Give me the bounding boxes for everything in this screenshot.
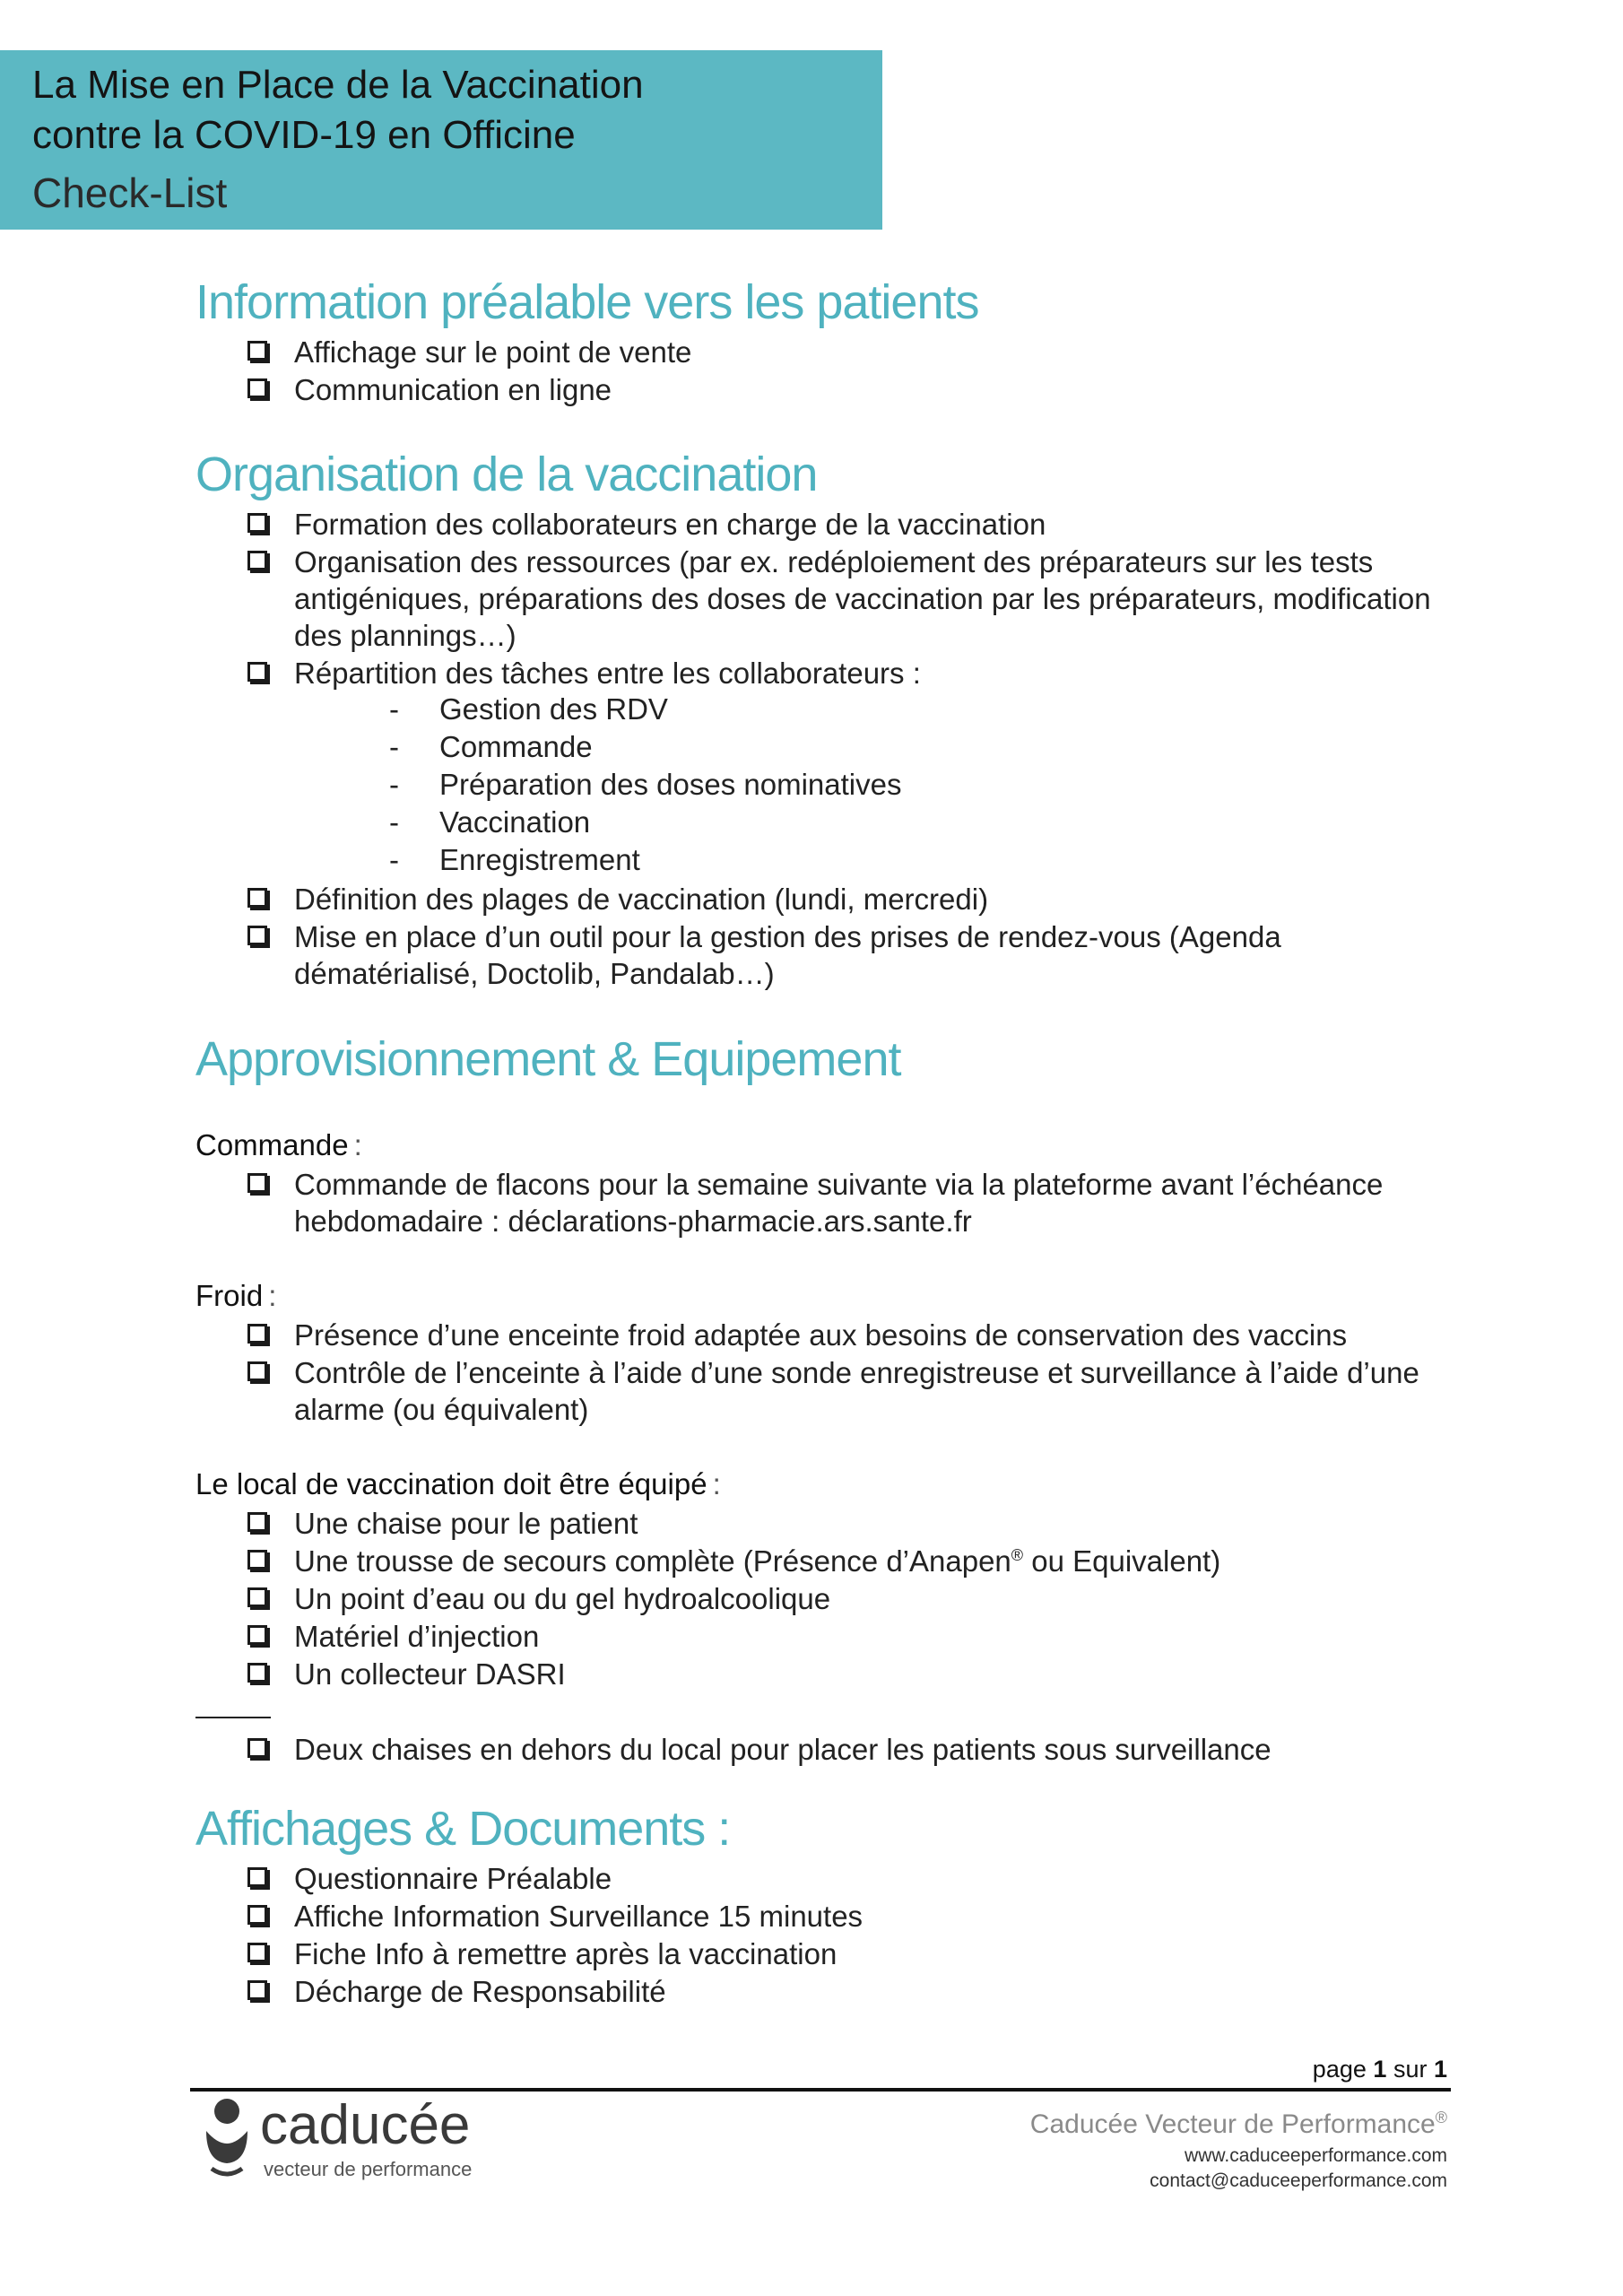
page-number: page 1 sur 1 — [1312, 2056, 1447, 2083]
doc-title-line1: La Mise en Place de la Vaccination — [32, 63, 644, 107]
check-item: Communication en ligne — [294, 373, 612, 406]
sub-item: Vaccination — [439, 805, 591, 839]
subhead-commande: Commande : — [195, 1128, 362, 1161]
subhead-local: Le local de vaccination doit être équipé : — [195, 1467, 721, 1500]
dash-bullet: - — [389, 843, 399, 876]
dash-bullet: - — [389, 692, 399, 726]
header-band — [0, 50, 882, 230]
dash-bullet: - — [389, 805, 399, 839]
check-item: Questionnaire Préalable — [294, 1862, 612, 1895]
checkbox-icon[interactable] — [247, 1625, 267, 1645]
check-item: Un point d’eau ou du gel hydroalcoolique — [294, 1582, 831, 1615]
check-item: Un collecteur DASRI — [294, 1657, 566, 1691]
section-title-docs: Affichages & Documents : — [195, 1802, 731, 1856]
check-item: Une trousse de secours complète (Présence d’Anapen® ou Equivalent) — [294, 1544, 1221, 1578]
check-item: Présence d’une enceinte froid adaptée aux besoins de conservation des vaccins — [294, 1318, 1348, 1352]
section-title-appro: Approvisionnement & Equipement — [195, 1032, 901, 1086]
sub-item: Préparation des doses nominatives — [439, 768, 902, 801]
sub-item: Gestion des RDV — [439, 692, 668, 726]
sub-item: Enregistrement — [439, 843, 640, 876]
email-link[interactable]: contact@caduceeperformance.com — [1150, 2170, 1447, 2191]
check-item: Commande de flacons pour la semaine suivante via la plateforme avant l’échéance hebdomadaire : déclarations-pharmacie.ars.sante.fr — [294, 1168, 1384, 1238]
checkbox-icon[interactable] — [247, 1324, 267, 1344]
checkbox-icon[interactable] — [247, 513, 267, 533]
checkbox-icon[interactable] — [247, 551, 267, 570]
checkbox-icon[interactable] — [247, 1512, 267, 1532]
checkbox-icon[interactable] — [247, 1980, 267, 2000]
registered-mark: ® — [1011, 1546, 1024, 1564]
checkbox-icon[interactable] — [247, 341, 267, 361]
short-divider — [195, 1717, 271, 1718]
company-name: Caducée Vecteur de Performance® — [1029, 2109, 1447, 2139]
dash-bullet: - — [389, 768, 399, 801]
check-item: Organisation des ressources (par ex. redéploiement des préparateurs sur les tests antigéniques, préparations des doses de vaccination par les préparateurs, modification des plannings…) — [294, 545, 1431, 652]
footer-rule — [190, 2088, 1451, 2092]
check-item: Matériel d’injection — [294, 1620, 540, 1653]
check-item: Affiche Information Surveillance 15 minutes — [294, 1900, 864, 1933]
checkbox-icon[interactable] — [247, 1587, 267, 1607]
dash-bullet: - — [389, 730, 399, 763]
logo-tagline: vecteur de performance — [264, 2158, 473, 2180]
check-item: Deux chaises en dehors du local pour placer les patients sous surveillance — [294, 1733, 1271, 1766]
checkbox-icon[interactable] — [247, 1361, 267, 1381]
check-item: Fiche Info à remettre après la vaccination — [294, 1937, 838, 1970]
checkbox-icon[interactable] — [247, 1663, 267, 1683]
checkbox-icon[interactable] — [247, 1943, 267, 1962]
check-item: Affichage sur le point de vente — [294, 335, 692, 369]
check-item: Mise en place d’un outil pour la gestion des prises de rendez-vous (Agenda dématérialisé, Doctolib, Pandalab…) — [294, 920, 1281, 990]
logo-wordmark: caducée — [260, 2094, 471, 2156]
checkbox-icon[interactable] — [247, 378, 267, 398]
check-item: Formation des collaborateurs en charge de la vaccination — [294, 508, 1046, 541]
check-item: Définition des plages de vaccination (lundi, mercredi) — [294, 883, 989, 916]
check-item: Décharge de Responsabilité — [294, 1975, 666, 2008]
checkbox-icon[interactable] — [247, 1550, 267, 1570]
doc-title-line2: contre la COVID-19 en Officine — [32, 113, 576, 157]
checkbox-icon[interactable] — [247, 662, 267, 682]
checkbox-icon[interactable] — [247, 1173, 267, 1193]
checkbox-icon[interactable] — [247, 1738, 267, 1758]
subhead-froid: Froid : — [195, 1279, 277, 1312]
check-item: Contrôle de l’enceinte à l’aide d’une sonde enregistreuse et surveillance à l’aide d’une alarme (ou équivalent) — [294, 1356, 1419, 1426]
section-title-info: Information préalable vers les patients — [195, 275, 979, 329]
doc-subtitle: Check-List — [32, 170, 228, 216]
checkbox-icon[interactable] — [247, 1905, 267, 1925]
checkbox-icon[interactable] — [247, 1867, 267, 1887]
sub-item: Commande — [439, 730, 593, 763]
section-title-org: Organisation de la vaccination — [195, 448, 818, 501]
check-item: Répartition des tâches entre les collaborateurs : — [294, 657, 921, 690]
checkbox-icon[interactable] — [247, 926, 267, 945]
check-item: Une chaise pour le patient — [294, 1507, 638, 1540]
website-link[interactable]: www.caduceeperformance.com — [1185, 2145, 1447, 2166]
checkbox-icon[interactable] — [247, 888, 267, 908]
